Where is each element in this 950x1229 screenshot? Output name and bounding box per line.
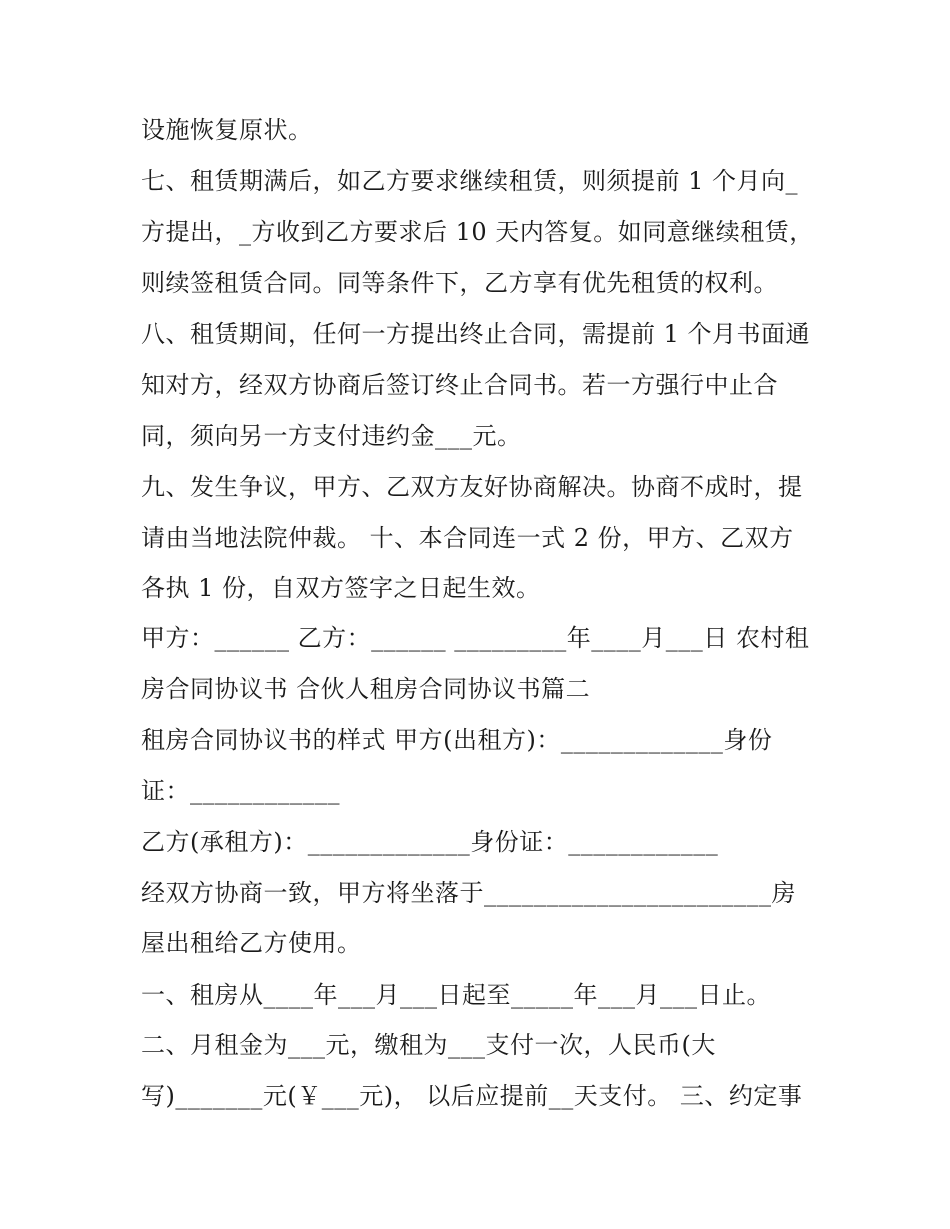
text-line: 设施恢复原状。 (141, 116, 313, 144)
text-line: 九、发生争议，甲方、乙双方友好协商解决。协商不成时，提 (141, 473, 803, 501)
text-line: 乙方(承租方)：_____________身份证：____________ (141, 828, 719, 856)
text-line: 租房合同协议书的样式 甲方(出租方)：_____________身份 (141, 726, 773, 754)
text-line: 方提出，_方收到乙方要求后 10 天内答复。如同意继续租赁， (141, 218, 814, 246)
text-line: 二、月租金为___元，缴租为___支付一次，人民币(大 (141, 1031, 716, 1059)
text-line: 屋出租给乙方使用。 (141, 929, 362, 957)
text-line: 七、租赁期满后，如乙方要求继续租赁，则须提前 1 个月向_ (141, 167, 799, 195)
text-line: 经双方协商一致，甲方将坐落于_______________________房 (141, 879, 796, 907)
text-line: 则续签租赁合同。同等条件下，乙方享有优先租赁的权利。 (141, 269, 778, 297)
text-line: 房合同协议书 合伙人租房合同协议书篇二 (141, 675, 591, 703)
text-line: 甲方：______ 乙方：______ _________年____月___日 农村租 (141, 624, 810, 652)
text-line: 各执 1 份，自双方签字之日起生效。 (141, 574, 541, 602)
text-line: 请由当地法院仲裁。 十、本合同连一式 2 份，甲方、乙双方 (141, 524, 794, 552)
text-line: 同，须向另一方支付违约金___元。 (141, 422, 522, 450)
text-line: 一、租房从____年___月___日起至_____年___月___日止。 (141, 981, 771, 1009)
text-line: 八、租赁期间，任何一方提出终止合同，需提前 1 个月书面通 (141, 320, 811, 348)
text-line: 写)_______元(￥___元)， 以后应提前__天支付。 三、约定事 (141, 1082, 803, 1110)
text-line: 证：____________ (141, 777, 340, 805)
text-line: 知对方，经双方协商后签订终止合同书。若一方强行中止合 (141, 371, 778, 399)
